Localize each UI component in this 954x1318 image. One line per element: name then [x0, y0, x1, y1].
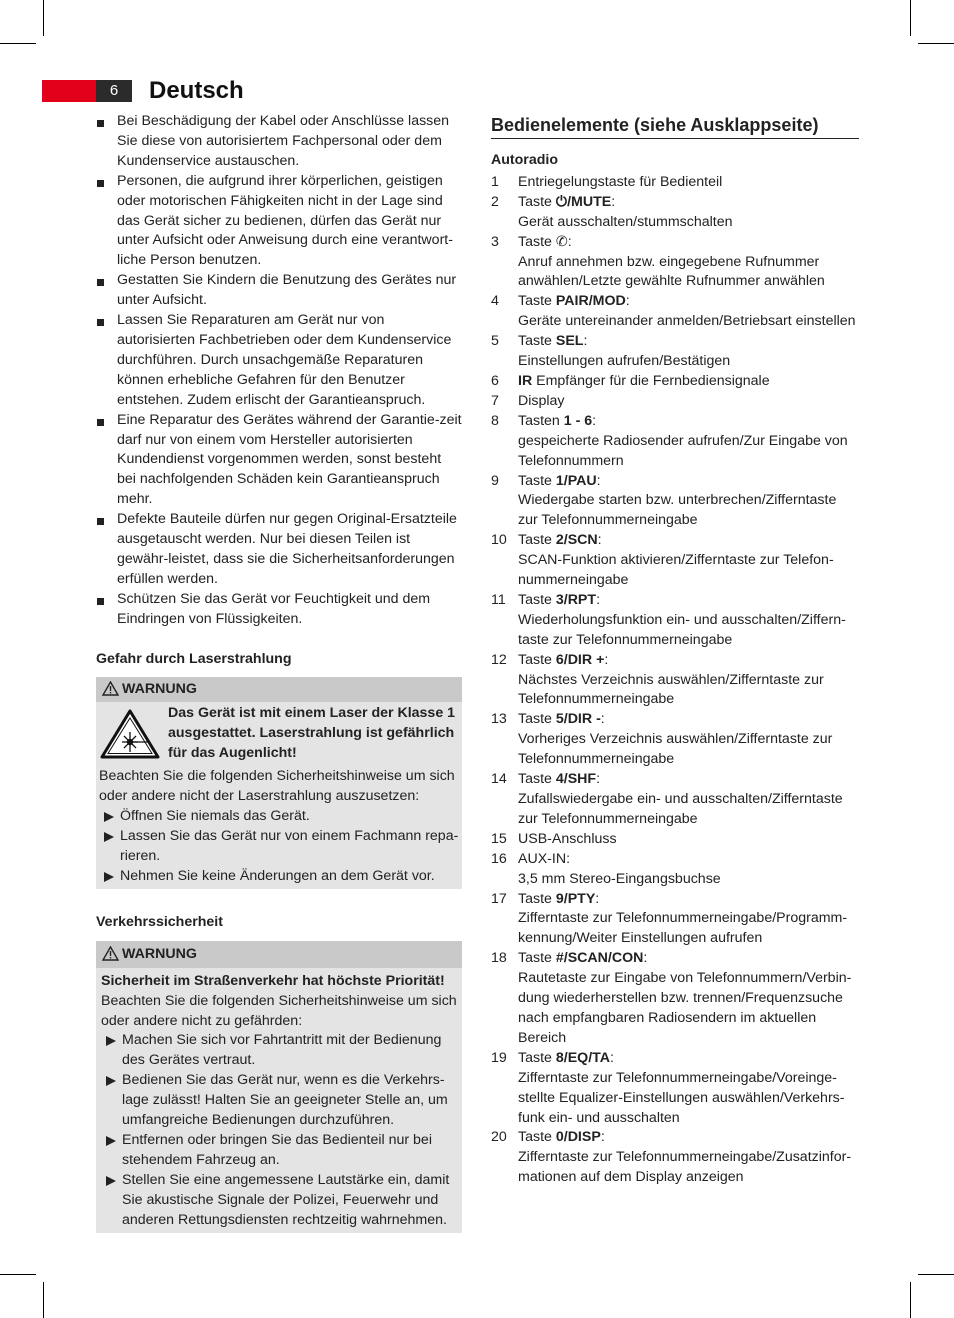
- traffic-warning-intro: Beachten Sie die folgenden Sicherheitshinweise um sich oder andere nicht zu gefährden:: [101, 992, 457, 1029]
- arrow-item: Bedienen Sie das Gerät nur, wenn es die Verkehrs-lage zulässt! Halten Sie an geeigneter Stelle an, um umfangreiche Bedienungen durchzuführen.: [101, 1071, 457, 1131]
- control-prefix: Taste: [518, 1129, 556, 1146]
- bullet-item: Bei Beschädigung der Kabel oder Anschlüsse lassen Sie diese von autorisiertem Fachpersonal oder dem Kundenservice austauschen.: [96, 112, 462, 172]
- crop-mark: [910, 0, 911, 36]
- control-description: Zifferntaste zur Telefonnummerneingabe/Programm-kennung/Weiter Einstellungen aufrufen: [518, 910, 848, 947]
- control-suffix: Empfänger für die Fernbediensignale: [532, 372, 770, 389]
- control-prefix: Taste: [518, 950, 556, 967]
- control-suffix: :: [595, 890, 600, 907]
- bullet-item: Defekte Bauteile dürfen nur gegen Original-Ersatzteile ausgetauscht werden. Nur bei diesen Teilen ist gewähr-leistet, dass sie die Sicherheitsanforderungen erfüllen werden.: [96, 510, 462, 590]
- control-number: 1: [491, 173, 499, 190]
- control-key: 1/PAU: [555, 472, 597, 489]
- control-description: Gerät ausschalten/stummschalten: [518, 213, 733, 230]
- control-number: 12: [491, 651, 507, 668]
- control-item: [491, 830, 859, 850]
- control-key: IR: [518, 372, 533, 389]
- warning-triangle-icon: [102, 681, 119, 696]
- autoradio-heading: Autoradio: [491, 152, 558, 168]
- control-key: 0/DISP: [555, 1129, 601, 1146]
- control-suffix: :: [567, 233, 572, 250]
- arrow-item: Nehmen Sie keine Änderungen an dem Gerät vor.: [99, 867, 459, 887]
- control-prefix: Taste: [518, 771, 556, 788]
- bullet-item: Gestatten Sie Kindern die Benutzung des Gerätes nur unter Aufsicht.: [96, 271, 462, 311]
- section-title: Bedienelemente (siehe Ausklappseite): [491, 112, 859, 139]
- control-number: 9: [491, 472, 499, 489]
- control-suffix: :: [583, 333, 588, 350]
- control-description: gespeicherte Radiosender aufrufen/Zur Eingabe von Telefonnummern: [518, 432, 848, 469]
- control-suffix: :: [643, 950, 648, 967]
- laser-warning-box: [96, 677, 462, 888]
- control-key: 3/RPT: [555, 591, 597, 608]
- control-description: Zufallswiedergabe ein- und ausschalten/Zifferntaste zur Telefonnummerneingabe: [518, 791, 843, 827]
- control-suffix: :: [604, 651, 609, 668]
- control-description: Nächstes Verzeichnis auswählen/Zifferntaste zur Telefonnummerneingabe: [518, 671, 824, 708]
- arrow-item: Entfernen oder bringen Sie das Bedienteil nur bei stehendem Fahrzeug an.: [101, 1131, 457, 1171]
- control-prefix: Taste: [518, 1049, 556, 1066]
- control-item: [491, 392, 859, 412]
- arrow-item: Stellen Sie eine angemessene Lautstärke ein, damit Sie akustische Signale der Polizei, Feuerwehr und anderen Rettungsdiensten rechtzeitig wahrnehmen.: [101, 1171, 457, 1231]
- crop-mark: [43, 1282, 44, 1318]
- control-number: 13: [491, 711, 507, 728]
- bullet-item: Lassen Sie Reparaturen am Gerät nur von autorisierten Fachbetrieben oder dem Kundenservice durchführen. Durch unsachgemäße Reparaturen können erhebliche Gefahren für den Benutzer entstehen. Zudem erlischt der Garantieanspruch.: [96, 311, 462, 411]
- control-description: Zifferntaste zur Telefonnummerneingabe/Voreinge-stellte Equalizer-Einstellungen auswählen/Verkehrs-funk ein- und ausschalten: [518, 1069, 845, 1126]
- bullet-item: Personen, die aufgrund ihrer körperlichen, geistigen oder motorischen Fähigkeiten nicht in der Lage sind das Gerät sicher zu bedienen, dürfen das Gerät nur unter Aufsicht oder Anweisung durch eine verantwort-liche Person benutzen.: [96, 172, 462, 272]
- bullet-item: Eine Reparatur des Gerätes während der Garantie-zeit darf nur von einem vom Hersteller autorisierten Kundendienst vorgenommen werden, sonst besteht bei nachfolgenden Schäden kein Garantieanspruch mehr.: [96, 411, 462, 511]
- control-prefix: Taste: [518, 890, 556, 907]
- control-prefix: Taste: [518, 233, 556, 250]
- control-key: 2/SCN: [555, 532, 598, 549]
- control-number: 5: [491, 333, 499, 350]
- control-number: 6: [491, 372, 499, 389]
- control-prefix: Tasten: [518, 412, 564, 429]
- crop-mark: [0, 1274, 36, 1275]
- control-item: [491, 372, 859, 392]
- control-item: [491, 1049, 859, 1129]
- controls-list: [491, 173, 859, 1188]
- crop-mark: [910, 1282, 911, 1318]
- control-key: SEL: [555, 333, 584, 350]
- warning-label: WARNUNG: [122, 945, 197, 962]
- left-column: [96, 112, 462, 1233]
- control-item: [491, 412, 859, 472]
- warning-bar: [96, 677, 462, 702]
- control-prefix: Taste: [518, 193, 556, 210]
- laser-warning-bold: Das Gerät ist mit einem Laser der Klasse 1 ausgestattet. Laserstrahlung ist gefährlich für das Augenlicht!: [168, 705, 456, 762]
- control-prefix: Taste: [518, 591, 556, 608]
- page-number: 6: [96, 80, 132, 102]
- control-suffix: Entriegelungstaste für Bedienteil: [518, 173, 723, 190]
- control-item: [491, 1128, 859, 1188]
- safety-bullet-list: [96, 112, 462, 630]
- bullet-item: Schützen Sie das Gerät vor Feuchtigkeit und dem Eindringen von Flüssigkeiten.: [96, 590, 462, 630]
- control-number: 20: [491, 1129, 507, 1146]
- control-description: Wiedergabe starten bzw. unterbrechen/Zifferntaste zur Telefonnummerneingabe: [518, 492, 837, 529]
- control-description: Wiederholungsfunktion ein- und ausschalten/Ziffern-taste zur Telefonnummerneingabe: [518, 611, 846, 648]
- control-key: ⏻/MUTE: [555, 193, 612, 210]
- laser-heading: Gefahr durch Laserstrahlung: [96, 650, 292, 667]
- control-key: 4/SHF: [555, 771, 597, 788]
- laser-warning-list: [99, 807, 459, 887]
- control-number: 19: [491, 1049, 507, 1066]
- control-suffix: :: [610, 1049, 614, 1066]
- laser-hazard-icon: [99, 708, 161, 760]
- control-key: PAIR/MOD: [555, 293, 626, 310]
- traffic-warning-list: [101, 1031, 457, 1230]
- header-red-bar: [42, 80, 96, 102]
- control-key: #/SCAN/CON: [555, 950, 644, 967]
- control-key: 1 - 6: [563, 412, 593, 429]
- control-item: [491, 651, 859, 711]
- control-prefix: Taste: [518, 532, 556, 549]
- control-item: [491, 949, 859, 1049]
- crop-mark: [43, 0, 44, 36]
- control-number: 2: [491, 193, 499, 210]
- crop-mark: [918, 43, 954, 44]
- page-title: Deutsch: [149, 77, 244, 104]
- control-suffix: :: [596, 591, 601, 608]
- warning-label: WARNUNG: [122, 681, 197, 698]
- control-suffix: :: [611, 193, 616, 210]
- warning-bar: [96, 941, 462, 968]
- warning-triangle-icon: [102, 946, 119, 961]
- control-suffix: :: [592, 412, 597, 429]
- control-item: [491, 193, 859, 233]
- crop-mark: [0, 43, 36, 44]
- control-description: Anruf annehmen bzw. eingegebene Rufnummer anwählen/Letzte gewählte Rufnummer anwählen: [518, 253, 825, 290]
- traffic-warning-bold: Sicherheit im Straßenverkehr hat höchste Priorität!: [101, 972, 445, 989]
- control-suffix: Display: [518, 392, 565, 409]
- control-prefix: Taste: [518, 651, 556, 668]
- control-key: ✆: [555, 233, 568, 250]
- control-key: 5/DIR -: [555, 711, 601, 728]
- control-suffix: :: [600, 1129, 605, 1146]
- control-item: [491, 770, 859, 830]
- control-number: 11: [491, 591, 506, 608]
- control-suffix: :: [596, 771, 601, 788]
- control-number: 14: [491, 771, 507, 788]
- control-number: 10: [491, 532, 507, 549]
- control-key: 9/PTY: [555, 890, 596, 907]
- control-key: 8/EQ/TA: [555, 1049, 610, 1066]
- traffic-heading: Verkehrssicherheit: [96, 913, 223, 930]
- traffic-warning-box: [96, 941, 462, 1233]
- control-item: [491, 850, 859, 890]
- arrow-item: Öffnen Sie niemals das Gerät.: [99, 807, 459, 827]
- laser-warning-intro: Beachten Sie die folgenden Sicherheitshinweise um sich oder andere nicht der Laserstrahlung auszusetzen:: [99, 768, 455, 805]
- control-number: 8: [491, 412, 499, 429]
- control-suffix: :: [597, 532, 602, 549]
- control-item: [491, 332, 859, 372]
- arrow-item: Machen Sie sich vor Fahrtantritt mit der Bedienung des Gerätes vertraut.: [101, 1031, 457, 1071]
- control-prefix: Taste: [518, 711, 556, 728]
- control-key: 6/DIR +: [555, 651, 605, 668]
- control-item: [491, 591, 859, 651]
- control-prefix: Taste: [518, 333, 556, 350]
- control-item: [491, 472, 859, 532]
- control-number: 3: [491, 233, 499, 250]
- control-suffix: :: [600, 711, 605, 728]
- control-description: Rautetaste zur Eingabe von Telefonnummern/Verbin-dung wiederherstellen bzw. trennen/Frequenzsuche nach empfangbaren Radiosendern im aktuellen Bereich: [518, 970, 852, 1046]
- control-suffix: :: [596, 472, 601, 489]
- control-number: 16: [491, 850, 507, 867]
- control-number: 4: [491, 293, 499, 310]
- control-item: [491, 890, 859, 950]
- control-suffix: :: [625, 293, 630, 310]
- control-description: Einstellungen aufrufen/Bestätigen: [518, 353, 731, 370]
- control-description: SCAN-Funktion aktivieren/Zifferntaste zur Telefon-nummerneingabe: [518, 552, 834, 589]
- control-number: 7: [491, 392, 499, 409]
- control-prefix: Taste: [518, 293, 556, 310]
- control-item: [491, 710, 859, 770]
- right-column: [491, 112, 859, 1188]
- control-prefix: Taste: [518, 472, 556, 489]
- control-description: Zifferntaste zur Telefonnummerneingabe/Zusatzinfor-mationen auf dem Display anzeigen: [518, 1149, 852, 1186]
- arrow-item: Lassen Sie das Gerät nur von einem Fachmann repa-rieren.: [99, 827, 459, 867]
- control-number: 15: [491, 830, 507, 847]
- control-item: [491, 292, 859, 332]
- control-item: [491, 173, 859, 193]
- crop-mark: [918, 1274, 954, 1275]
- control-suffix: USB-Anschluss: [518, 830, 617, 847]
- control-number: 18: [491, 950, 507, 967]
- control-description: Vorheriges Verzeichnis auswählen/Zifferntaste zur Telefonnummerneingabe: [518, 731, 833, 768]
- control-suffix: AUX-IN:: [518, 850, 571, 867]
- control-description: Geräte untereinander anmelden/Betriebsart einstellen: [518, 313, 856, 330]
- control-item: [491, 531, 859, 591]
- control-number: 17: [491, 890, 507, 907]
- control-item: [491, 233, 859, 293]
- control-description: 3,5 mm Stereo-Eingangsbuchse: [518, 870, 721, 887]
